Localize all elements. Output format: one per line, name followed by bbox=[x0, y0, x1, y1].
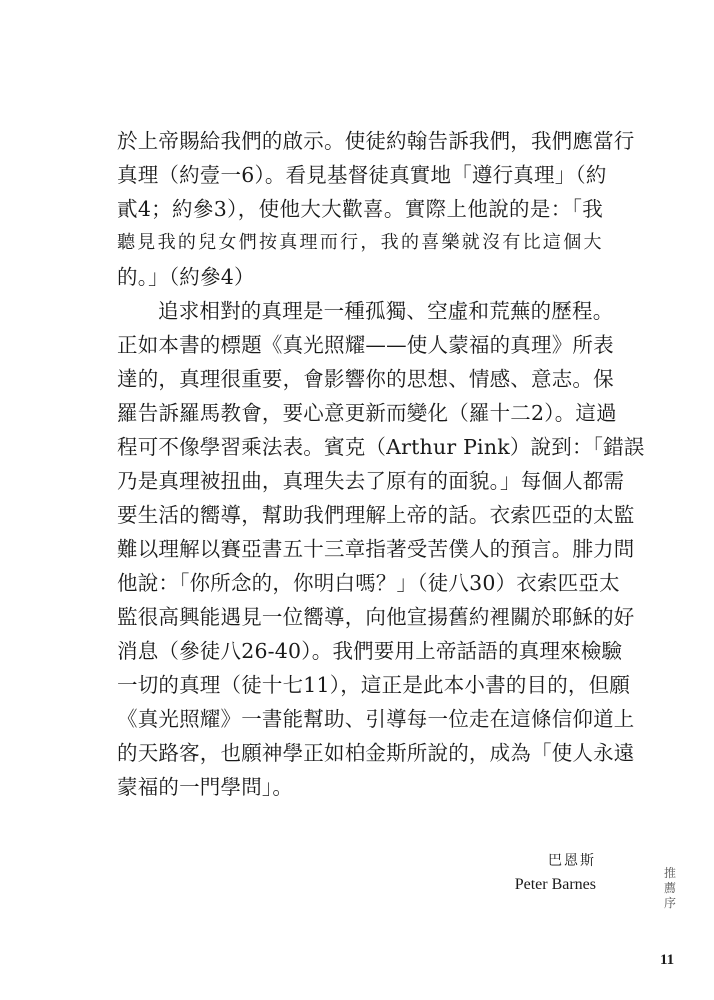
text-line: 追求相對的真理是一種孤獨、空虛和荒蕪的歷程。 bbox=[158, 299, 614, 323]
text-line: 聽見我的兒女們按真理而行，我的喜樂就沒有比這個大 bbox=[117, 232, 603, 253]
text-line: 他說：「你所念的，你明白嗎？」（徒八30）衣索匹亞太 bbox=[117, 571, 620, 595]
text-line: 難以理解以賽亞書五十三章指著受苦僕人的預言。腓力問 bbox=[117, 537, 635, 561]
text-line: 監很高興能遇見一位嚮導，向他宣揚舊約裡關於耶穌的好 bbox=[117, 605, 635, 629]
text-line: 貳4；約參3），使他大大歡喜。實際上他說的是：「我 bbox=[117, 197, 603, 221]
text-line: 蒙福的一門學問」。 bbox=[117, 775, 294, 799]
text-line: 正如本書的標題《真光照耀——使人蒙福的真理》所表 bbox=[117, 333, 614, 357]
text-line: 一切的真理（徒十七11），這正是此本小書的目的，但願 bbox=[117, 673, 631, 697]
text-line: 程可不像學習乘法表。賓克（Arthur Pink）說到：「錯誤 bbox=[117, 435, 645, 459]
text-line: 真理（約壹一6）。看見基督徒真實地「遵行真理」（約 bbox=[117, 163, 607, 187]
body-text bbox=[117, 124, 645, 804]
text-line: 羅告訴羅馬教會，要心意更新而變化（羅十二2）。這過 bbox=[117, 401, 617, 425]
text-line: 達的，真理很重要，會影響你的思想、情感、意志。保 bbox=[117, 367, 614, 391]
text-line: 的天路客，也願神學正如柏金斯所說的，成為「使人永遠 bbox=[117, 741, 635, 765]
author-english-name: Peter Barnes bbox=[514, 876, 596, 893]
signature bbox=[515, 849, 596, 897]
page-number: 11 bbox=[660, 952, 675, 968]
text-line: 於上帝賜給我們的啟示。使徒約翰告訴我們，我們應當行 bbox=[117, 129, 635, 153]
text-line: 乃是真理被扭曲，真理失去了原有的面貌。」每個人都需 bbox=[117, 469, 625, 493]
text-line: 消息（參徒八26-40）。我們要用上帝話語的真理來檢驗 bbox=[117, 639, 623, 663]
text-line: 《真光照耀》一書能幫助、引導每一位走在這條信仰道上 bbox=[117, 707, 635, 731]
running-head: 推薦序 bbox=[663, 866, 676, 910]
text-line: 要生活的嚮導，幫助我們理解上帝的話。衣索匹亞的太監 bbox=[117, 503, 635, 527]
author-chinese-name: 巴恩斯 bbox=[548, 853, 596, 869]
text-line: 的。」（約參4） bbox=[117, 265, 255, 289]
